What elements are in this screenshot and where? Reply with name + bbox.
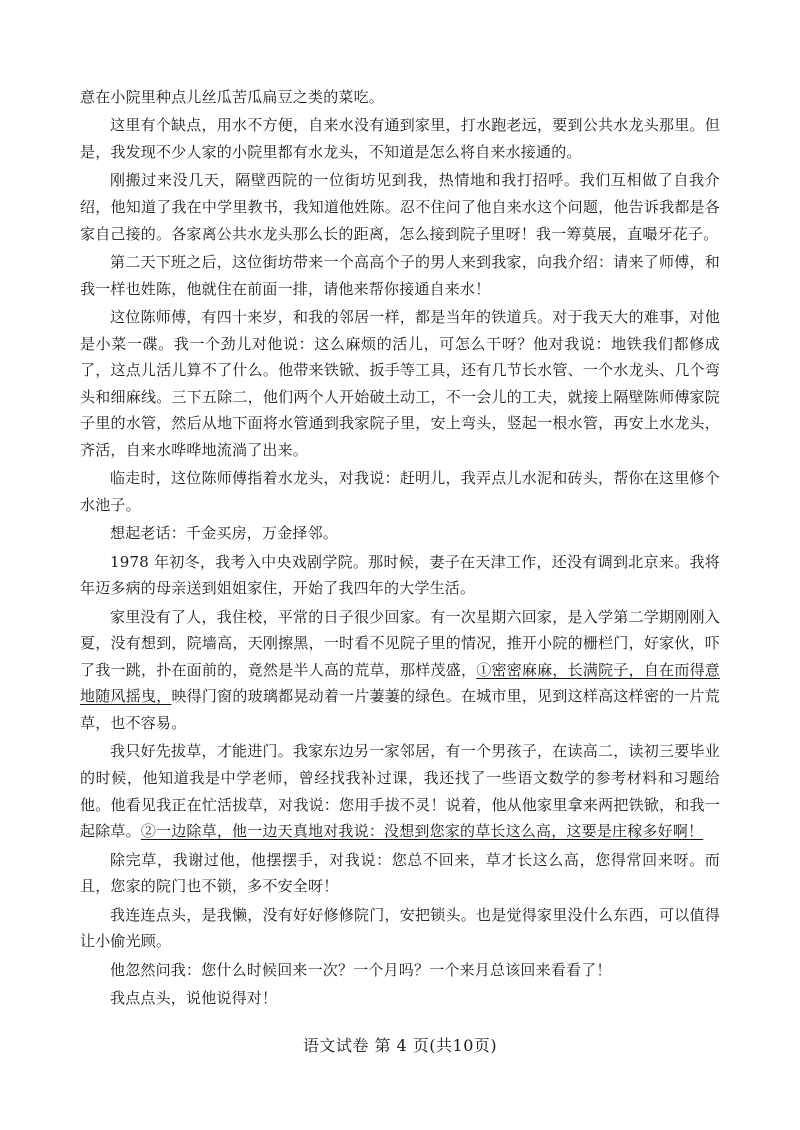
paragraph: 意在小院里种点儿丝瓜苦瓜扁豆之类的菜吃。 (80, 88, 385, 106)
paragraph-text: 映得门窗的玻璃都晃动着一片萋萋的绿色。在城市里，见到这样高这样密的一片荒草，也不容易。 (80, 687, 720, 733)
paragraph: 临走时，这位陈师傅指着水龙头，对我说：赶明儿，我弄点儿水泥和砖头，帮你在这里修个水池子。 (80, 469, 720, 514)
paragraph: 这里有个缺点，用水不方便，自来水没有通到家里，打水跑老远，要到公共水龙头那里。但是，我发现不少人家的小院里都有水龙头，不知道是怎么将自来水接通的。 (80, 116, 720, 161)
paragraph: 我连连点头，是我懒，没有好好修修院门，安把锁头。也是觉得家里没什么东西，可以值得让小偷光顾。 (80, 905, 720, 951)
paragraph-with-underline-2 (80, 738, 720, 844)
footer-label: 语文试卷 (302, 1036, 369, 1055)
page-footer (0, 1033, 800, 1056)
passage-text (80, 84, 720, 1013)
paragraph: 第二天下班之后，这位街坊带来一个高高个子的男人来到我家，向我介绍：请来了师傅，和我一样也姓陈，他就住在前面一排，请他来帮你接通自来水！ (80, 252, 720, 298)
paragraph-text: 家里没有了人，我住校，平常的日子很少回家。有一次星期六回家，是入学第二学期刚刚入夏，没有想到，院墙高，天刚擦黑，一时看不见院子里的情况，推开小院的栅栏门，好家伙，吓了我一跳，扑在面前的，竟然是半人高的荒草，那样茂盛， (80, 607, 720, 679)
paragraph: 想起老话：千金买房，万金择邻。 (110, 524, 339, 543)
paragraph-text: 我只好先拔草，才能进门。我家东边另一家邻居，有一个男孩子，在读高二，读初三要毕业的时候，他知道我是中学老师，曾经找我补过课，我还找了一些语文数学的参考材料和习题给他。他看见我正在忙活拔草，对我说：您用手拔不灵！说着，他从他家里拿来两把铁锨，和我一起除草。 (80, 742, 720, 841)
underlined-sentence-1: ①密密麻麻，长满院子，自在而得意地随风摇曳， (80, 660, 721, 706)
underlined-sentence-2: ②一边除草，他一边天真地对我说：没想到您家的草长这么高，这要是庄稼多好啊！ (140, 822, 704, 841)
paragraph: 除完草，我谢过他，他摆摆手，对我说：您总不回来，草才长这么高，您得常回来呀。而且，您家的院门也不锁，多不安全呀！ (80, 850, 720, 896)
paragraph: 1978 年初冬，我考入中央戏剧学院。那时候，妻子在天津工作，还没有调到北京来。我将年迈多病的母亲送到姐姐家住，开始了我四年的大学生活。 (80, 552, 720, 598)
paragraph: 刚搬过来没几天，隔壁西院的一位街坊见到我，热情地和我打招呼。我们互相做了自我介绍，他知道了我在中学里教书，我知道他姓陈。忍不住问了他自来水这个问题，他告诉我都是各家自己接的。各家离公共水龙头那么长的距离，怎么接到院子里呀！我一筹莫展，直嘬牙花子。 (80, 171, 720, 243)
paragraph: 这位陈师傅，有四十来岁，和我的邻居一样，都是当年的铁道兵。对于我天大的难事，对他是小菜一碟。我一个劲儿对他说：这么麻烦的活儿，可怎么干呀？他对我说：地铁我们都修成了，这点儿活儿算不了什么。他带来铁锨、扳手等工具，还有几节长水管、一个水龙头、几个弯头和细麻线。三下五除二，他们两个人开始破土动工，不一会儿的工夫，就接上隔壁陈师傅家院子里的水管，然后从地下面将水管通到我家院子里，安上弯头，竖起一根水管，再安上水龙头，齐活，自来水哗哗地流淌了出来。 (80, 307, 720, 459)
paragraph: 我点点头，说他说得对！ (110, 988, 278, 1007)
footer-page-number: 第 4 页(共10页) (374, 1036, 498, 1055)
paragraph-with-underline-1 (80, 604, 720, 737)
paragraph: 他忽然问我：您什么时候回来一次？一个月吗？一个来月总该回来看看了！ (110, 960, 612, 979)
